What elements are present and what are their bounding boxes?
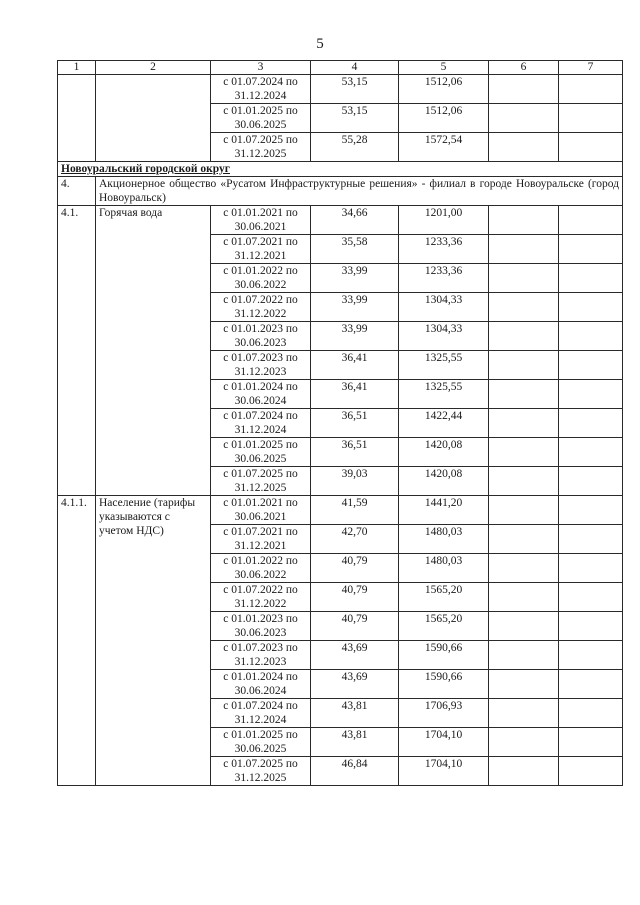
value-col4: 36,51 (311, 409, 399, 438)
value-col7 (559, 409, 623, 438)
table-row (58, 206, 623, 235)
value-col5: 1704,10 (399, 728, 489, 757)
period-cell: с 01.01.2022 по 30.06.2022 (211, 554, 311, 583)
organization-number: 4. (58, 177, 96, 206)
value-col6 (489, 583, 559, 612)
value-col5: 1572,54 (399, 133, 489, 162)
value-col7 (559, 467, 623, 496)
period-cell: с 01.07.2021 по 31.12.2021 (211, 235, 311, 264)
district-heading: Новоуральский городской округ (58, 162, 623, 177)
value-col7 (559, 496, 623, 525)
value-col6 (489, 235, 559, 264)
table-header (58, 61, 623, 75)
value-col7 (559, 351, 623, 380)
value-col5: 1233,36 (399, 235, 489, 264)
period-cell: с 01.01.2023 по 30.06.2023 (211, 612, 311, 641)
table-row (58, 496, 623, 525)
value-col6 (489, 757, 559, 786)
value-col7 (559, 728, 623, 757)
period-cell: с 01.01.2024 по 30.06.2024 (211, 670, 311, 699)
value-col5: 1422,44 (399, 409, 489, 438)
value-col4: 41,59 (311, 496, 399, 525)
value-col7 (559, 206, 623, 235)
column-header-3: 3 (211, 61, 311, 75)
value-col7 (559, 612, 623, 641)
section-label: Горячая вода (96, 206, 211, 496)
value-col5: 1201,00 (399, 206, 489, 235)
value-col4: 43,81 (311, 728, 399, 757)
period-cell: с 01.01.2025 по 30.06.2025 (211, 438, 311, 467)
organization-row (58, 177, 623, 206)
value-col5: 1233,36 (399, 264, 489, 293)
value-col4: 40,79 (311, 554, 399, 583)
value-col5: 1706,93 (399, 699, 489, 728)
value-col6 (489, 641, 559, 670)
value-col7 (559, 104, 623, 133)
value-col4: 39,03 (311, 467, 399, 496)
period-cell: с 01.01.2025 по 30.06.2025 (211, 728, 311, 757)
value-col4: 53,15 (311, 75, 399, 104)
organization-name: Акционерное общество «Русатом Инфраструктурные решения» - филиал в городе Новоуральске (город Новоуральск) (96, 177, 623, 206)
value-col6 (489, 293, 559, 322)
column-header-4: 4 (311, 61, 399, 75)
value-col4: 42,70 (311, 525, 399, 554)
value-col6 (489, 264, 559, 293)
value-col5: 1512,06 (399, 104, 489, 133)
section-number: 4.1.1. (58, 496, 96, 786)
period-cell: с 01.07.2025 по 31.12.2025 (211, 467, 311, 496)
value-col7 (559, 264, 623, 293)
period-cell: с 01.01.2021 по 30.06.2021 (211, 206, 311, 235)
value-col7 (559, 670, 623, 699)
value-col5: 1590,66 (399, 641, 489, 670)
value-col7 (559, 699, 623, 728)
table-body (58, 75, 623, 786)
value-col5: 1420,08 (399, 438, 489, 467)
value-col6 (489, 467, 559, 496)
period-cell: с 01.01.2022 по 30.06.2022 (211, 264, 311, 293)
value-col4: 33,99 (311, 322, 399, 351)
value-col6 (489, 612, 559, 641)
column-header-6: 6 (489, 61, 559, 75)
value-col7 (559, 583, 623, 612)
value-col6 (489, 699, 559, 728)
value-col6 (489, 554, 559, 583)
period-cell: с 01.07.2024 по 31.12.2024 (211, 409, 311, 438)
value-col5: 1325,55 (399, 380, 489, 409)
value-col6 (489, 104, 559, 133)
value-col5: 1480,03 (399, 525, 489, 554)
value-col6 (489, 380, 559, 409)
value-col5: 1512,06 (399, 75, 489, 104)
period-cell: с 01.01.2024 по 30.06.2024 (211, 380, 311, 409)
column-header-1: 1 (58, 61, 96, 75)
column-header-5: 5 (399, 61, 489, 75)
value-col7 (559, 235, 623, 264)
period-cell: с 01.07.2024 по 31.12.2024 (211, 75, 311, 104)
value-col5: 1304,33 (399, 322, 489, 351)
period-cell: с 01.01.2023 по 30.06.2023 (211, 322, 311, 351)
value-col5: 1420,08 (399, 467, 489, 496)
value-col4: 43,69 (311, 670, 399, 699)
value-col4: 46,84 (311, 757, 399, 786)
value-col4: 53,15 (311, 104, 399, 133)
value-col5: 1590,66 (399, 670, 489, 699)
period-cell: с 01.07.2021 по 31.12.2021 (211, 525, 311, 554)
period-cell: с 01.07.2023 по 31.12.2023 (211, 351, 311, 380)
period-cell: с 01.07.2022 по 31.12.2022 (211, 583, 311, 612)
value-col7 (559, 75, 623, 104)
value-col4: 33,99 (311, 293, 399, 322)
value-col5: 1304,33 (399, 293, 489, 322)
value-col4: 40,79 (311, 583, 399, 612)
value-col7 (559, 293, 623, 322)
value-col7 (559, 133, 623, 162)
value-col7 (559, 438, 623, 467)
value-col5: 1325,55 (399, 351, 489, 380)
value-col4: 36,41 (311, 380, 399, 409)
column-header-7: 7 (559, 61, 623, 75)
period-cell: с 01.07.2025 по 31.12.2025 (211, 133, 311, 162)
value-col6 (489, 438, 559, 467)
period-cell: с 01.07.2022 по 31.12.2022 (211, 293, 311, 322)
value-col5: 1441,20 (399, 496, 489, 525)
value-col7 (559, 380, 623, 409)
rownum-cell (58, 75, 96, 162)
header-row (58, 61, 623, 75)
value-col5: 1704,10 (399, 757, 489, 786)
column-header-2: 2 (96, 61, 211, 75)
value-col4: 35,58 (311, 235, 399, 264)
value-col4: 55,28 (311, 133, 399, 162)
value-col5: 1480,03 (399, 554, 489, 583)
value-col7 (559, 554, 623, 583)
section-label: Население (тарифы указываются с учетом НДС) (96, 496, 211, 786)
value-col6 (489, 525, 559, 554)
period-cell: с 01.01.2021 по 30.06.2021 (211, 496, 311, 525)
label-cell (96, 75, 211, 162)
value-col4: 40,79 (311, 612, 399, 641)
period-cell: с 01.07.2025 по 31.12.2025 (211, 757, 311, 786)
value-col6 (489, 351, 559, 380)
value-col6 (489, 728, 559, 757)
value-col7 (559, 322, 623, 351)
value-col7 (559, 525, 623, 554)
value-col6 (489, 322, 559, 351)
value-col4: 34,66 (311, 206, 399, 235)
value-col6 (489, 670, 559, 699)
period-cell: с 01.07.2023 по 31.12.2023 (211, 641, 311, 670)
tariff-table (57, 60, 623, 786)
value-col7 (559, 641, 623, 670)
value-col7 (559, 757, 623, 786)
value-col6 (489, 496, 559, 525)
value-col4: 43,81 (311, 699, 399, 728)
value-col5: 1565,20 (399, 583, 489, 612)
value-col6 (489, 409, 559, 438)
value-col6 (489, 206, 559, 235)
value-col4: 36,51 (311, 438, 399, 467)
section-number: 4.1. (58, 206, 96, 496)
value-col4: 33,99 (311, 264, 399, 293)
value-col4: 36,41 (311, 351, 399, 380)
period-cell: с 01.07.2024 по 31.12.2024 (211, 699, 311, 728)
page-number: 5 (316, 36, 324, 52)
value-col4: 43,69 (311, 641, 399, 670)
value-col6 (489, 133, 559, 162)
value-col5: 1565,20 (399, 612, 489, 641)
table-row (58, 75, 623, 104)
value-col6 (489, 75, 559, 104)
district-row (58, 162, 623, 177)
period-cell: с 01.01.2025 по 30.06.2025 (211, 104, 311, 133)
